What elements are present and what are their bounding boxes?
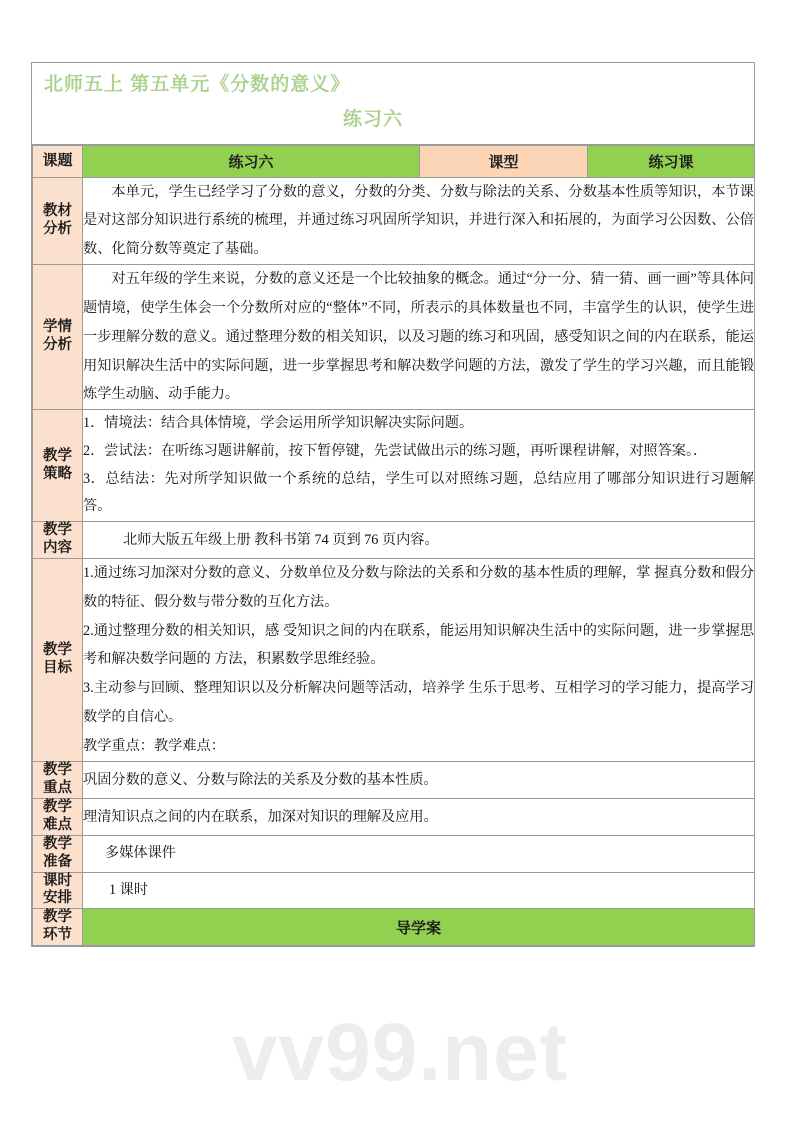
label-line-2: 环节 bbox=[43, 927, 72, 944]
label-line-2: 安排 bbox=[43, 890, 72, 907]
label-line-2: 内容 bbox=[43, 539, 72, 556]
page-subtitle: 练习六 bbox=[342, 108, 403, 130]
label-line-2: 分析 bbox=[43, 220, 72, 237]
paragraph: 1．情境法：结合具体情境，学会运用所学知识解决实际问题。 bbox=[83, 415, 474, 432]
label-textbook-analysis bbox=[33, 177, 83, 264]
label-line-1: 教学 bbox=[43, 641, 72, 658]
label-course-topic: 课题 bbox=[33, 146, 83, 178]
paragraph: 2.通过整理分数的相关知识，感 受知识之间的内在联系，能运用知识解决生活中的实际问题，进一步掌握思考和解决数学问题的 方法，积累数学思维经验。 bbox=[83, 622, 754, 668]
label-teaching-content bbox=[33, 521, 83, 558]
content-textbook-analysis bbox=[83, 177, 755, 264]
table-row-teaching-content bbox=[33, 521, 755, 558]
label-teaching-preparation bbox=[33, 835, 83, 872]
label-line-1: 教学 bbox=[43, 447, 72, 464]
table-row-course-header bbox=[33, 146, 755, 178]
label-teaching-strategy bbox=[33, 410, 83, 522]
content-guided-study-banner: 导学案 bbox=[83, 909, 755, 946]
label-line-1: 学情 bbox=[43, 319, 72, 336]
lesson-plan-table bbox=[32, 145, 755, 946]
label-student-analysis bbox=[33, 265, 83, 410]
table-row-textbook-analysis bbox=[33, 177, 755, 264]
watermark: vv99.net bbox=[231, 1007, 569, 1098]
table-row-class-hours bbox=[33, 872, 755, 909]
content-student-analysis bbox=[83, 265, 755, 410]
label-line-2: 策略 bbox=[43, 465, 72, 482]
label-line-2: 分析 bbox=[43, 337, 72, 354]
table-row-difficult-points bbox=[33, 798, 755, 835]
content-key-points: 巩固分数的意义、分数与除法的关系及分数的基本性质。 bbox=[83, 761, 755, 798]
label-line-1: 教学 bbox=[43, 835, 72, 852]
label-line-1: 教学 bbox=[43, 521, 72, 538]
paragraph: 教学重点：教学难点： bbox=[83, 737, 225, 754]
paragraph: 3．总结法：先对所学知识做一个系统的总结，学生可以对照练习题，总结应用了哪部分知识进行习题解答。 bbox=[83, 470, 754, 515]
content-teaching-preparation: 多媒体课件 bbox=[83, 835, 755, 872]
label-line-1: 教学 bbox=[43, 761, 72, 778]
page-title: 北师五上 第五单元《分数的意义》 bbox=[44, 74, 351, 95]
value-course-type: 练习课 bbox=[588, 146, 755, 178]
content-teaching-strategy bbox=[83, 410, 755, 522]
label-line-2: 目标 bbox=[43, 659, 72, 676]
label-teaching-steps bbox=[33, 909, 83, 946]
label-teaching-objectives bbox=[33, 558, 83, 761]
content-class-hours: 1 课时 bbox=[83, 872, 755, 909]
table-row-teaching-steps bbox=[33, 909, 755, 946]
label-line-1: 教学 bbox=[43, 909, 72, 926]
table-row-teaching-strategy bbox=[33, 410, 755, 522]
label-difficult-points bbox=[33, 798, 83, 835]
label-line-1: 教材 bbox=[43, 202, 72, 219]
label-course-type: 课型 bbox=[420, 146, 588, 178]
label-line-2: 准备 bbox=[43, 853, 72, 870]
label-key-points bbox=[33, 761, 83, 798]
content-teaching-objectives bbox=[83, 558, 755, 761]
label-class-hours bbox=[33, 872, 83, 909]
lesson-plan-document bbox=[31, 62, 755, 947]
table-row-student-analysis bbox=[33, 265, 755, 410]
paragraph: 1.通过练习加深对分数的意义、分数单位及分数与除法的关系和分数的基本性质的理解，掌 握真分数和假分数的特征、假分数与带分数的互化方法。 bbox=[83, 564, 754, 610]
label-line-2: 难点 bbox=[43, 816, 72, 833]
paragraph: 3.主动参与回顾、整理知识以及分析解决问题等活动，培养学 生乐于思考、互相学习的学习能力，提高学习数学的自信心。 bbox=[83, 680, 754, 726]
value-course-topic: 练习六 bbox=[83, 146, 420, 178]
document-title-block bbox=[32, 63, 754, 145]
paragraph: 2．尝试法：在听练习题讲解前，按下暂停键，先尝试做出示的练习题，再听课程讲解，对照答案。． bbox=[83, 442, 708, 459]
content-difficult-points: 理清知识点之间的内在联系，加深对知识的理解及应用。 bbox=[83, 798, 755, 835]
paragraph: 本单元，学生已经学习了分数的意义，分数的分类、分数与除法的关系、分数基本性质等知识，本节课是对这部分知识进行系统的梳理，并通过练习巩固所学知识，并进行深入和拓展的，为面学习公因数、公倍数、化简分数等奠定了基础。 bbox=[83, 183, 754, 258]
table-row-teaching-objectives bbox=[33, 558, 755, 761]
label-line-1: 课时 bbox=[43, 872, 72, 889]
label-line-2: 重点 bbox=[43, 779, 72, 796]
table-row-teaching-preparation bbox=[33, 835, 755, 872]
label-line-1: 教学 bbox=[43, 798, 72, 815]
paragraph: 对五年级的学生来说，分数的意义还是一个比较抽象的概念。通过“分一分、猜一猜、画一画”等具体问题情境，使学生体会一个分数所对应的“整体”不同，所表示的具体数量也不同，丰富学生的认识，使学生进一步理解分数的意义。通过整理分数的相关知识，以及习题的练习和巩固，感受知识之间的内在联系，能运用知识解决生活中的实际问题，进一步掌握思考和解决数学问题的方法，激发了学生的学习兴趣，而且能锻炼学生动脑、动手能力。 bbox=[83, 271, 754, 403]
table-row-key-points bbox=[33, 761, 755, 798]
content-teaching-content: 北师大版五年级上册 教科书第 74 页到 76 页内容。 bbox=[83, 521, 755, 558]
